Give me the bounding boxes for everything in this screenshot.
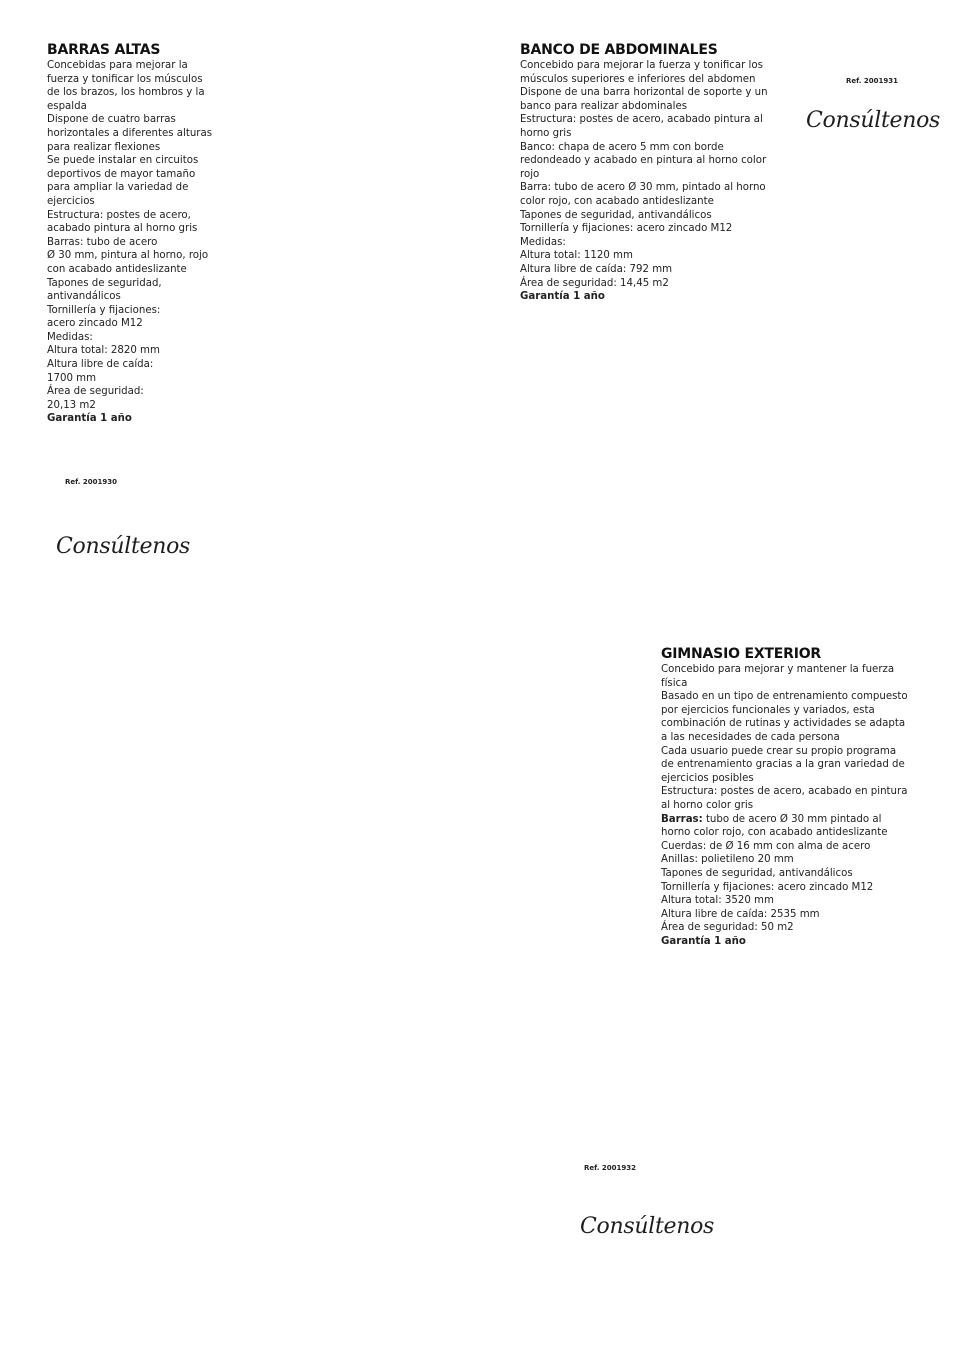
reference-code: Ref. 2001932 (584, 1164, 636, 1172)
description-line: Cuerdas: de Ø 16 mm con alma de acero (661, 840, 871, 852)
description-line: Dispone de cuatro barras (47, 114, 176, 126)
description-line: Tornillería y fijaciones: acero zincado M12 (661, 881, 874, 893)
description-line: Área de seguridad: (47, 386, 144, 398)
description-line: 20,13 m2 (47, 399, 96, 411)
description-line: por ejercicios funcionales y variados, esta (661, 704, 875, 716)
description-line: Altura libre de caída: (47, 359, 154, 371)
description-line: Barras: tubo de acero (47, 236, 158, 248)
reference-code: Ref. 2001930 (65, 478, 117, 486)
description-line: Altura total: 1120 mm (520, 250, 633, 262)
description-line: fuerza y tonificar los músculos (47, 73, 203, 85)
description-line: Concebido para mejorar y mantener la fuerza (661, 664, 895, 675)
product-description (661, 663, 931, 948)
consult-link[interactable]: Consúltenos (56, 534, 191, 559)
product-barras-altas (47, 42, 227, 426)
description-line: de entrenamiento gracias a la gran variedad de (661, 759, 905, 771)
description-line: Concebidas para mejorar la (47, 60, 188, 71)
description-line: Altura libre de caída: 2535 mm (661, 908, 820, 920)
description-line: Altura libre de caída: 792 mm (520, 263, 673, 275)
description-line: combinación de rutinas y actividades se adapta (661, 718, 906, 730)
product-title: GIMNASIO EXTERIOR (661, 646, 821, 662)
description-line: Cada usuario puede crear su propio programa (661, 745, 897, 757)
description-line: Tapones de seguridad, antivandálicos (661, 867, 853, 879)
description-line: Tapones de seguridad, (47, 277, 162, 289)
description-line: para realizar flexiones (47, 141, 161, 153)
description-line: 1700 mm (47, 372, 97, 384)
description-line: de los brazos, los hombros y la (47, 87, 205, 99)
description-line: acabado pintura al horno gris (47, 223, 198, 235)
description-line: músculos superiores e inferiores del abdomen (520, 73, 756, 85)
bars-label: Barras: (661, 813, 703, 825)
description-line: Área de seguridad: 14,45 m2 (520, 277, 669, 289)
description-line: Banco: chapa de acero 5 mm con borde (520, 141, 724, 153)
description-line: Tornillería y fijaciones: acero zincado M12 (520, 223, 733, 235)
description-line: horno color rojo, con acabado antideslizante (661, 827, 888, 839)
description-line: Estructura: postes de acero, acabado pintura al (520, 114, 763, 126)
description-line: color rojo, con acabado antideslizante (520, 195, 714, 207)
description-line: redondeado y acabado en pintura al horno color (520, 155, 767, 167)
description-line: banco para realizar abdominales (520, 100, 688, 112)
product-title: BARRAS ALTAS (47, 42, 161, 58)
bars-text: tubo de acero Ø 30 mm pintado al (702, 813, 882, 825)
description-line: para ampliar la variedad de (47, 182, 189, 194)
description-line: ejercicios (47, 195, 95, 207)
description-line: Basado en un tipo de entrenamiento compuesto (661, 691, 908, 703)
description-line: Ø 30 mm, pintura al horno, rojo (47, 250, 209, 262)
warranty-label: Garantía 1 año (47, 413, 132, 425)
description-line: horno gris (520, 127, 572, 139)
description-line: Anillas: polietileno 20 mm (661, 854, 794, 866)
description-line: rojo (520, 168, 540, 180)
consult-link[interactable]: Consúltenos (580, 1214, 715, 1239)
warranty-label: Garantía 1 año (661, 935, 746, 947)
description-line: Tapones de seguridad, antivandálicos (520, 209, 712, 221)
consult-link[interactable]: Consúltenos (806, 108, 941, 133)
description-line: Dispone de una barra horizontal de soporte y un (520, 87, 768, 99)
description-line: Estructura: postes de acero, acabado en pintura (661, 786, 908, 798)
description-line: con acabado antideslizante (47, 263, 187, 275)
description-line: antivandálicos (47, 291, 121, 303)
description-line: ejercicios posibles (661, 772, 754, 784)
product-gimnasio-exterior (661, 646, 931, 948)
description-line-bars (661, 813, 931, 827)
warranty-label: Garantía 1 año (520, 291, 605, 303)
description-line: Medidas: (47, 331, 93, 343)
description-line: Altura total: 3520 mm (661, 895, 774, 907)
description-line: a las necesidades de cada persona (661, 731, 840, 743)
product-banco-abdominales (520, 42, 790, 304)
description-line: Barra: tubo de acero Ø 30 mm, pintado al horno (520, 182, 766, 194)
product-title: BANCO DE ABDOMINALES (520, 42, 718, 58)
description-line: espalda (47, 100, 87, 112)
description-line: Concebido para mejorar la fuerza y tonificar los (520, 60, 763, 71)
description-line: al horno color gris (661, 799, 754, 811)
description-line: Altura total: 2820 mm (47, 345, 160, 357)
description-line: acero zincado M12 (47, 318, 143, 330)
product-description (520, 59, 790, 304)
description-line: Medidas: (520, 236, 566, 248)
reference-code: Ref. 2001931 (846, 77, 898, 85)
description-line: física (661, 677, 688, 689)
description-line: Área de seguridad: 50 m2 (661, 922, 794, 934)
description-line: horizontales a diferentes alturas (47, 127, 213, 139)
description-line: Se puede instalar en circuitos (47, 155, 199, 167)
description-line: Estructura: postes de acero, (47, 209, 191, 221)
product-description (47, 59, 227, 426)
description-line: deportivos de mayor tamaño (47, 168, 196, 180)
description-line: Tornillería y fijaciones: (47, 304, 161, 316)
